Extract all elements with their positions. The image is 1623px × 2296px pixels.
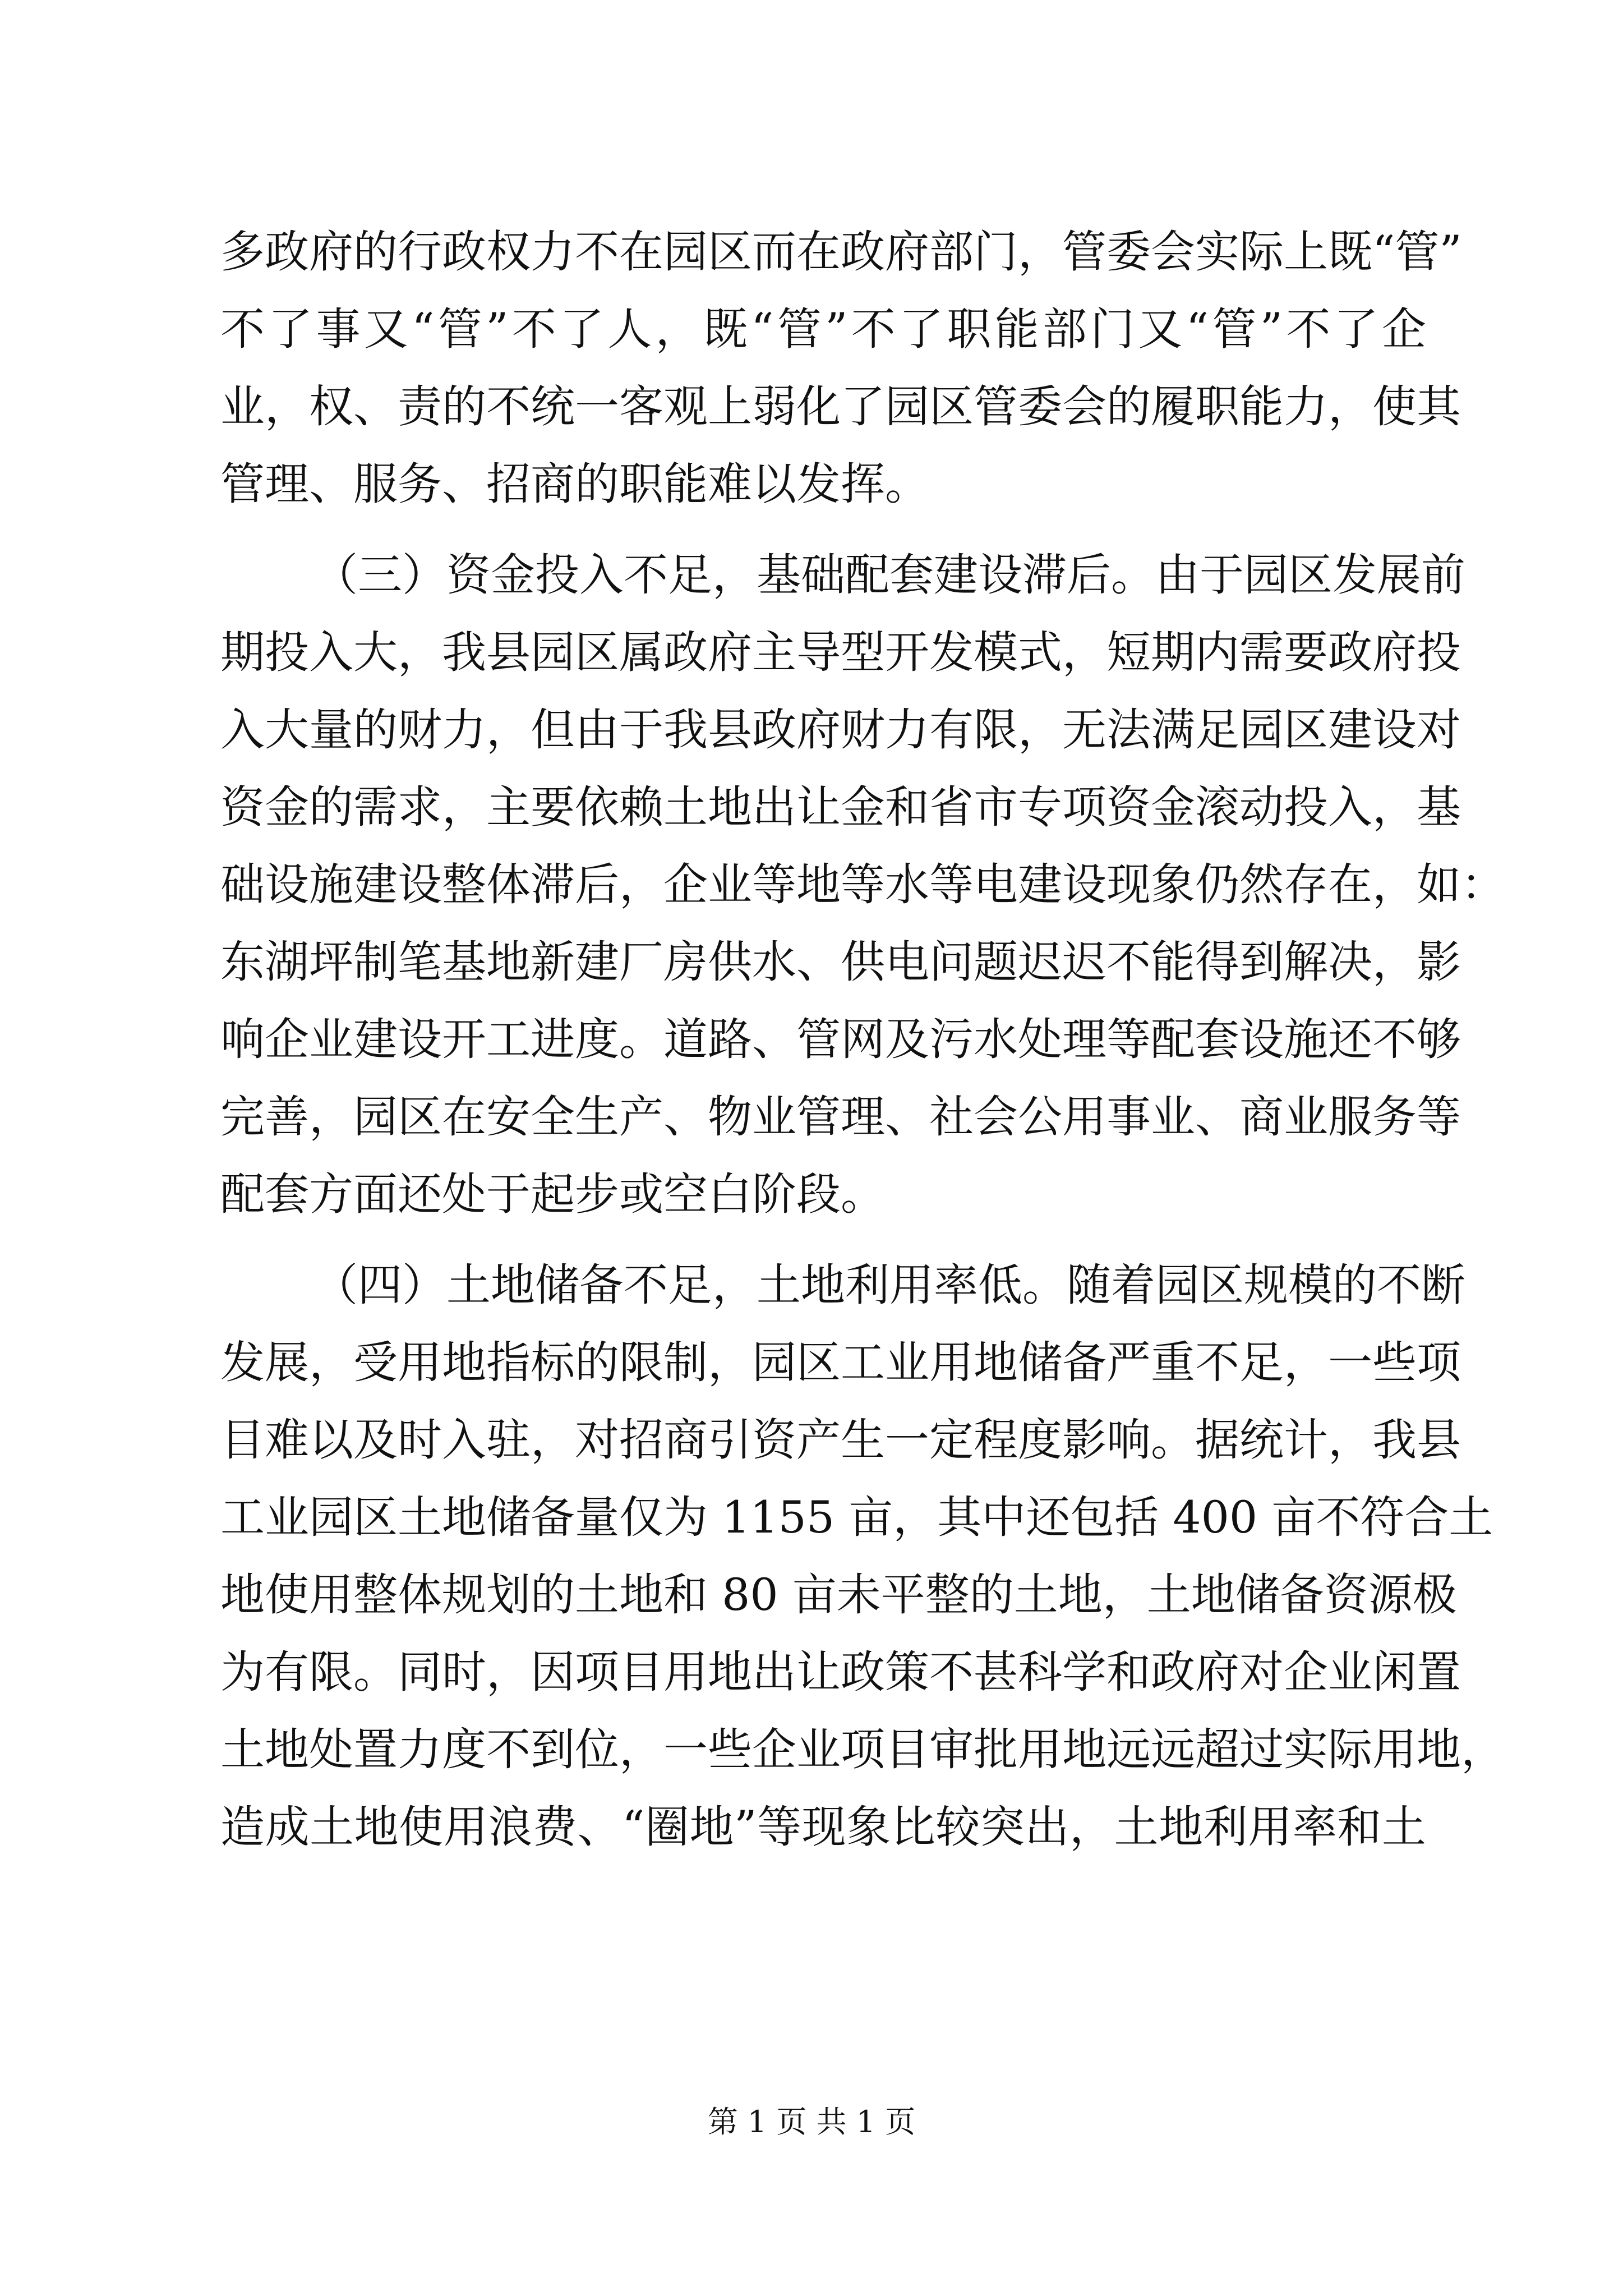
text-line: 资金的需求，主要依赖土地出让金和省市专项资金滚动投入，基 — [220, 781, 1461, 833]
text-line: 响企业建设开工进度。道路、管网及污水处理等配套设施还不够 — [220, 1014, 1461, 1065]
paragraph-gap — [220, 523, 1426, 536]
text-line: 地使用整体规划的土地和 80 亩未平整的土地，土地储备资源极 — [220, 1569, 1457, 1621]
text-line: 土地处置力度不到位，一些企业项目审批用地远远超过实际用地， — [220, 1724, 1505, 1775]
text-line: 为有限。同时，因项目用地出让政策不甚科学和政府对企业闲置 — [220, 1646, 1461, 1698]
text-line: 工业园区土地储备量仅为 1155 亩，其中还包括 400 亩不符合土 — [220, 1492, 1493, 1543]
text-line: 完善，园区在安全生产、物业管理、社会公用事业、商业服务等 — [220, 1091, 1461, 1143]
page-footer: 第 1 页 共 1 页 — [707, 2104, 916, 2139]
text-line: 入大量的财力，但由于我县政府财力有限，无法满足园区建设对 — [220, 704, 1461, 756]
paragraph-gap — [220, 1233, 1426, 1246]
text-line: 期投入大，我县园区属政府主导型开发模式，短期内需要政府投 — [220, 627, 1461, 678]
text-line: 东湖坪制笔基地新建厂房供水、供电问题迟迟不能得到解决，影 — [220, 936, 1461, 988]
text-line: 目难以及时入驻，对招商引资产生一定程度影响。据统计，我县 — [220, 1414, 1461, 1466]
text-line: 础设施建设整体滞后，企业等地等水等电建设现象仍然存在，如： — [220, 859, 1505, 910]
paragraph-heading-line: （四）土地储备不足，土地利用率低。随着园区规模的不断 — [313, 1259, 1465, 1311]
text-line: 发展，受用地指标的限制，园区工业用地储备严重不足，一些项 — [220, 1337, 1461, 1388]
document-body — [220, 213, 1505, 1866]
paragraph-heading-line: （三）资金投入不足，基础配套建设滞后。由于园区发展前 — [313, 549, 1465, 601]
text-line: 造成土地使用浪费、“圈地”等现象比较突出，土地利用率和土 — [220, 1801, 1426, 1853]
text-line: 多政府的行政权力不在园区而在政府部门，管委会实际上既“管” — [220, 226, 1462, 278]
text-line: 业，权、责的不统一客观上弱化了园区管委会的履职能力，使其 — [220, 381, 1461, 432]
text-line: 配套方面还处于起步或空白阶段。 — [220, 1168, 885, 1220]
text-line: 不了事又“管”不了人，既“管”不了职能部门又“管”不了企 — [220, 303, 1426, 355]
text-line: 管理、服务、招商的职能难以发挥。 — [220, 458, 929, 510]
